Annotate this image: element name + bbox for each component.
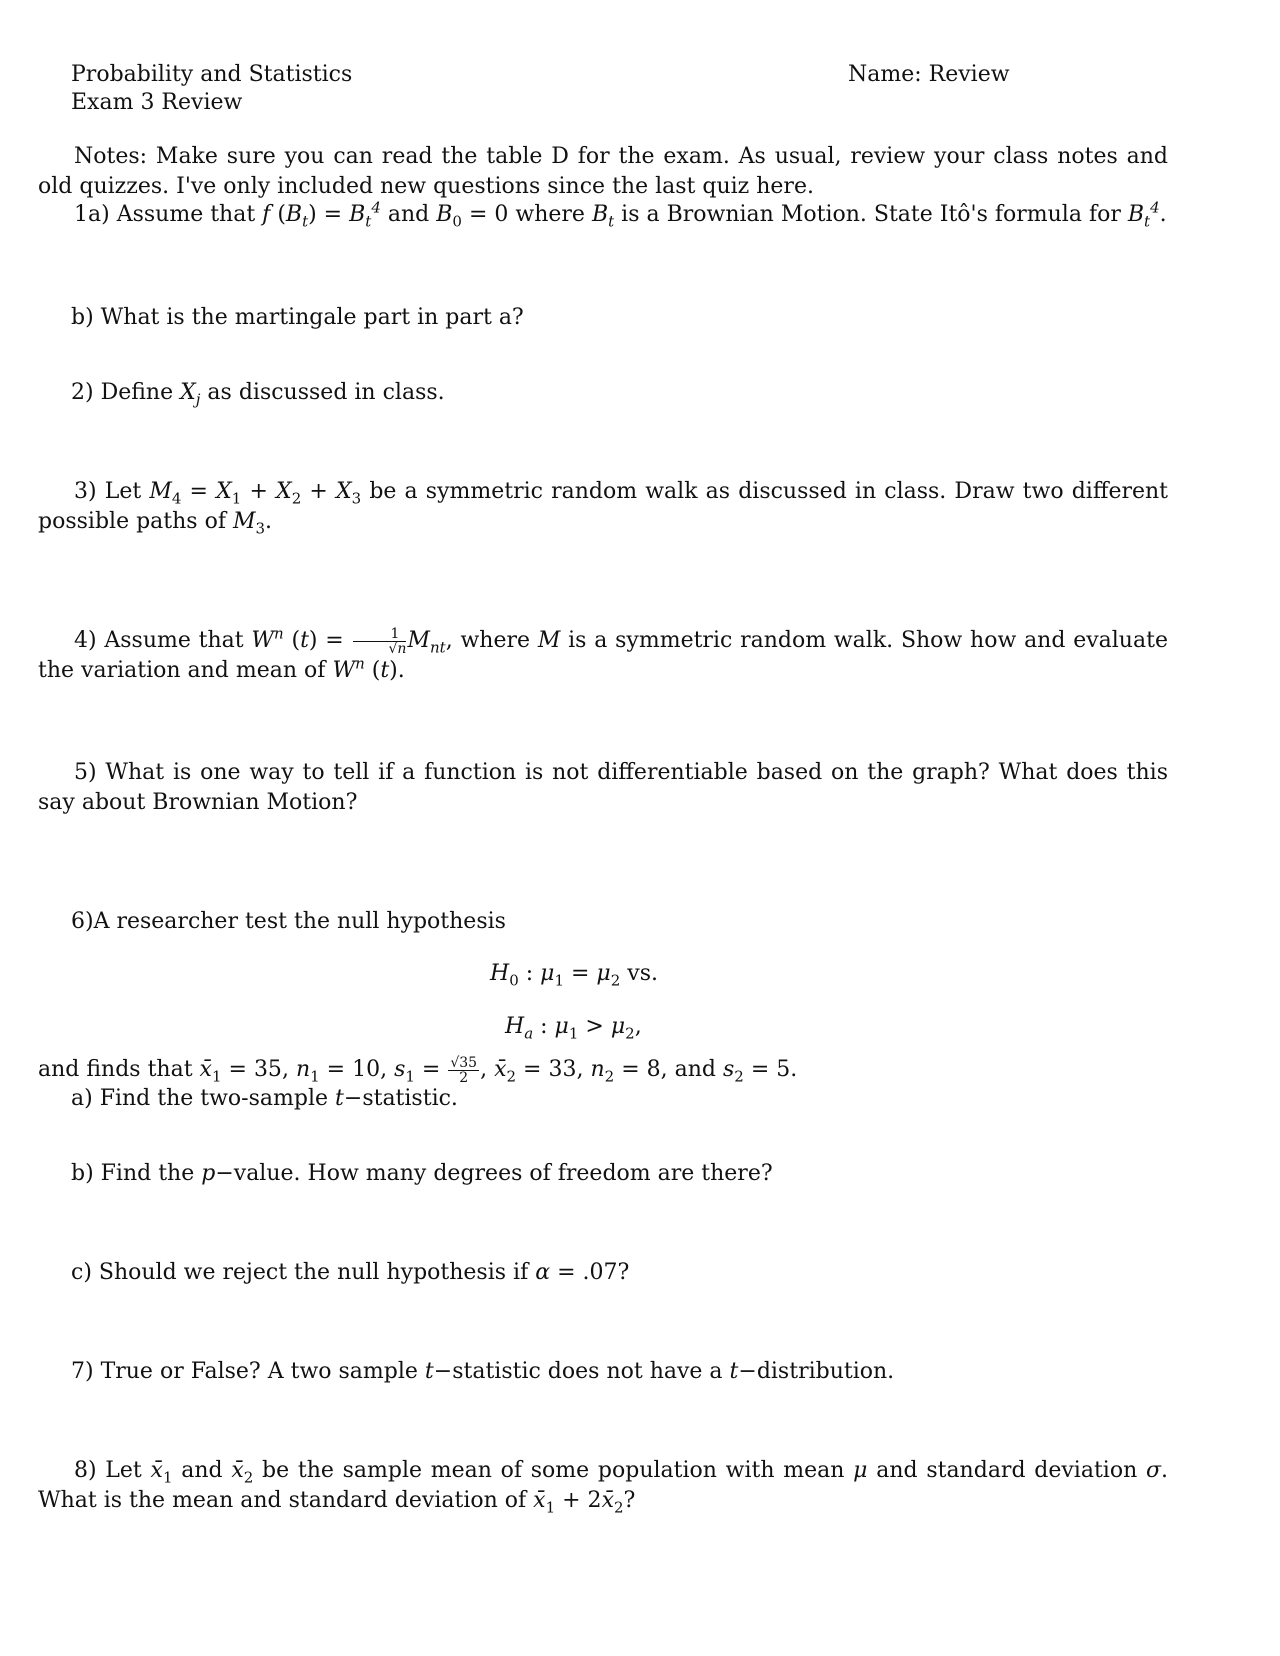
question-7: 7) True or False? A two sample t−statistic does not have a t−distribution. (71, 1359, 895, 1384)
notes: Notes: Make sure you can read the table D for the exam. As usual, review your class notes and old quizzes. I've only included new questions since the last quiz here. (38, 144, 1168, 199)
fraction-s1: $\frac{√35}{2}$ (450, 1054, 478, 1086)
question-8: 8) Let $x̄_1$ and $x̄_2$ be the sample mean of some population with mean μ and standard deviation σ. What is the mean and standard deviation of $x̄_1$ + $2x̄_2$? (38, 1458, 1168, 1517)
question-1b: b) What is the martingale part in part a? (71, 305, 524, 330)
question-5: 5) What is one way to tell if a function is not differentiable based on the graph? What does this say about Brownian Motion? (38, 760, 1168, 815)
null-hypothesis: $H_0$ : $\mu_1 = \mu_2$ vs. (490, 961, 658, 990)
name-label: Name: Review (848, 62, 1010, 87)
question-4: 4) Assume that $W^n$ (t) = $\frac{1}{√n}$ $M_{nt}$, where M is a symmetric random walk. Show how and evaluate the variation and mean of $W^n$ (t). (38, 624, 1168, 683)
question-6c: c) Should we reject the null hypothesis if α = .07? (71, 1260, 630, 1285)
question-6b: b) Find the p−value. How many degrees of freedom are there? (71, 1161, 773, 1186)
question-2: 2) Define $X_j$ as discussed in class. (71, 380, 445, 409)
exam-title: Exam 3 Review (71, 90, 243, 115)
question-6-intro: 6)A researcher test the null hypothesis (71, 909, 506, 934)
question-6-data: and finds that $x̄_1 = 35$, $n_1 = 10$, $s_1$ = $\frac{√35}{2}$ , $x̄_2 = 33$, $n_2 = 8$, and $s_2 = 5$. (38, 1054, 798, 1086)
question-3: 3) Let $M_4 = X_1 + X_2 + X_3$ be a symmetric random walk as discussed in class. Draw two different possible paths of $M_3$. (38, 479, 1169, 538)
fraction-1-over-root-n: $\frac{1}{√n}$ (353, 627, 407, 656)
question-1a: 1a) Assume that f $(B_t) = B_t^4$ and $B_0 = 0$ where $B_t$ is a Brownian Motion. State Itô's formula for $B_t^4$. (74, 198, 1167, 231)
header-left (71, 60, 671, 118)
alternative-hypothesis: $H_a$ : $\mu_1 > \mu_2$, (505, 1014, 642, 1043)
question-6a: a) Find the two-sample t−statistic. (71, 1086, 458, 1111)
course-title: Probability and Statistics (71, 62, 353, 87)
